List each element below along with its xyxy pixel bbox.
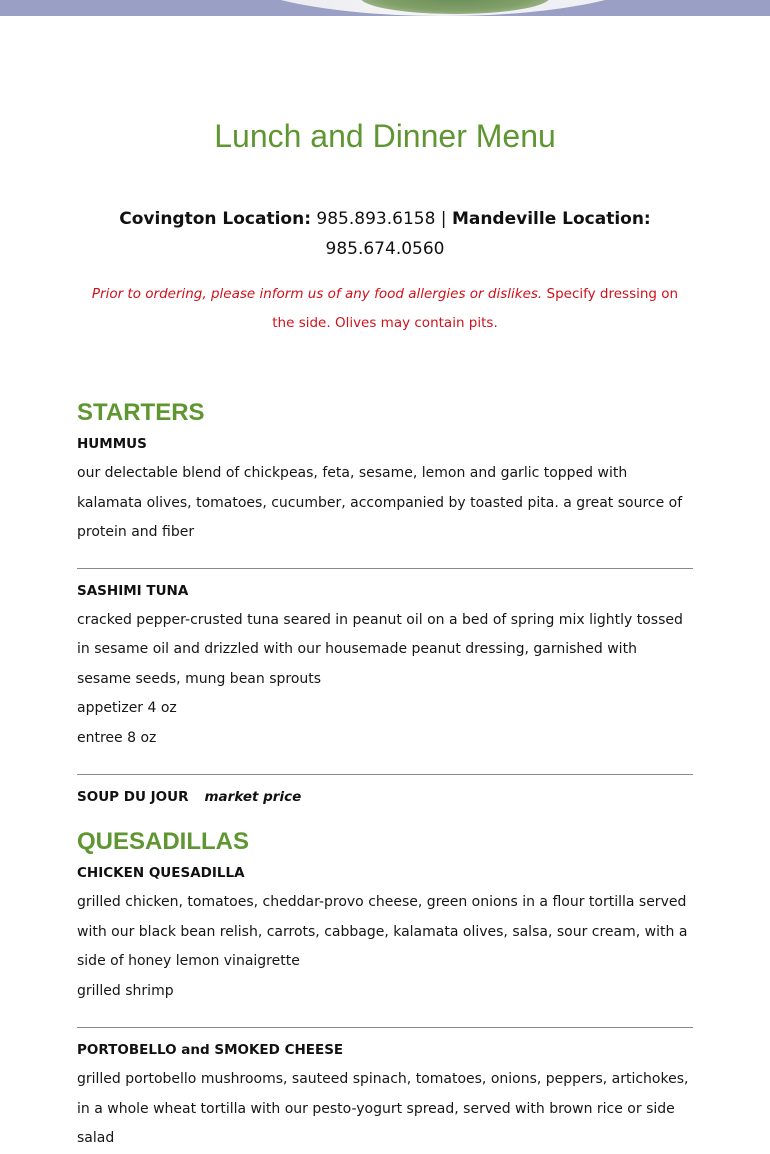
item-name-row	[77, 783, 693, 812]
menu-item-soup-du-jour	[77, 783, 693, 812]
item-divider	[77, 568, 693, 569]
menu-item-portobello	[77, 1036, 693, 1154]
item-name: PORTOBELLO and SMOKED CHEESE	[77, 1042, 344, 1058]
menu-content	[77, 396, 693, 1154]
mandeville-phone[interactable]: 985.674.0560	[325, 239, 445, 259]
item-description: cracked pepper-crusted tuna seared in peanut oil on a bed of spring mix lightly tossed in sesame oil and drizzled with our housemade peanut dressing, garnished with sesame seeds, mung bean sprouts	[77, 611, 683, 687]
menu-item-sashimi-tuna	[77, 577, 693, 754]
item-option: grilled shrimp	[77, 982, 174, 999]
item-price: market price	[204, 789, 302, 805]
allergy-notice	[80, 280, 690, 338]
location-separator: |	[440, 209, 447, 229]
item-divider	[77, 774, 693, 775]
section-title-quesadillas: QUESADILLAS	[77, 828, 250, 855]
item-name: CHICKEN QUESADILLA	[77, 865, 245, 881]
allergy-notice-italic: Prior to ordering, please inform us of any food allergies or dislikes.	[91, 286, 543, 302]
item-option: appetizer 4 oz	[77, 700, 177, 716]
item-description: our delectable blend of chickpeas, feta, sesame, lemon and garlic topped with kalamata olives, tomatoes, cucumber, accompanied by toasted pita. a great source of protein and fiber	[77, 465, 683, 540]
item-option: entree 8 oz	[77, 729, 157, 746]
locations-line	[100, 204, 670, 264]
hero-food-photo	[0, 0, 770, 16]
covington-phone[interactable]: 985.893.6158	[316, 209, 436, 229]
allergy-notice-regular: Specify dressing on the side. Olives may contain pits.	[272, 286, 679, 331]
item-name: HUMMUS	[77, 436, 147, 452]
page-title: Lunch and Dinner Menu	[214, 118, 556, 154]
item-description: grilled portobello mushrooms, sauteed spinach, tomatoes, onions, peppers, artichokes, in a whole wheat tortilla with our pesto-yogurt spread, served with brown rice or side salad	[77, 1071, 689, 1146]
covington-label: Covington Location:	[119, 209, 312, 229]
section-title-starters: STARTERS	[77, 399, 205, 426]
mandeville-label: Mandeville Location:	[451, 209, 651, 229]
menu-item-chicken-quesadilla	[77, 859, 693, 1006]
item-description: grilled chicken, tomatoes, cheddar-provo cheese, green onions in a flour tortilla served with our black bean relish, carrots, cabbage, kalamata olives, salsa, sour cream, with a side of honey lemon vinaigrette	[77, 894, 688, 969]
item-divider	[77, 1027, 693, 1028]
menu-item-hummus	[77, 430, 693, 548]
item-name: SOUP DU JOUR	[77, 789, 189, 805]
item-name: SASHIMI TUNA	[77, 582, 189, 599]
